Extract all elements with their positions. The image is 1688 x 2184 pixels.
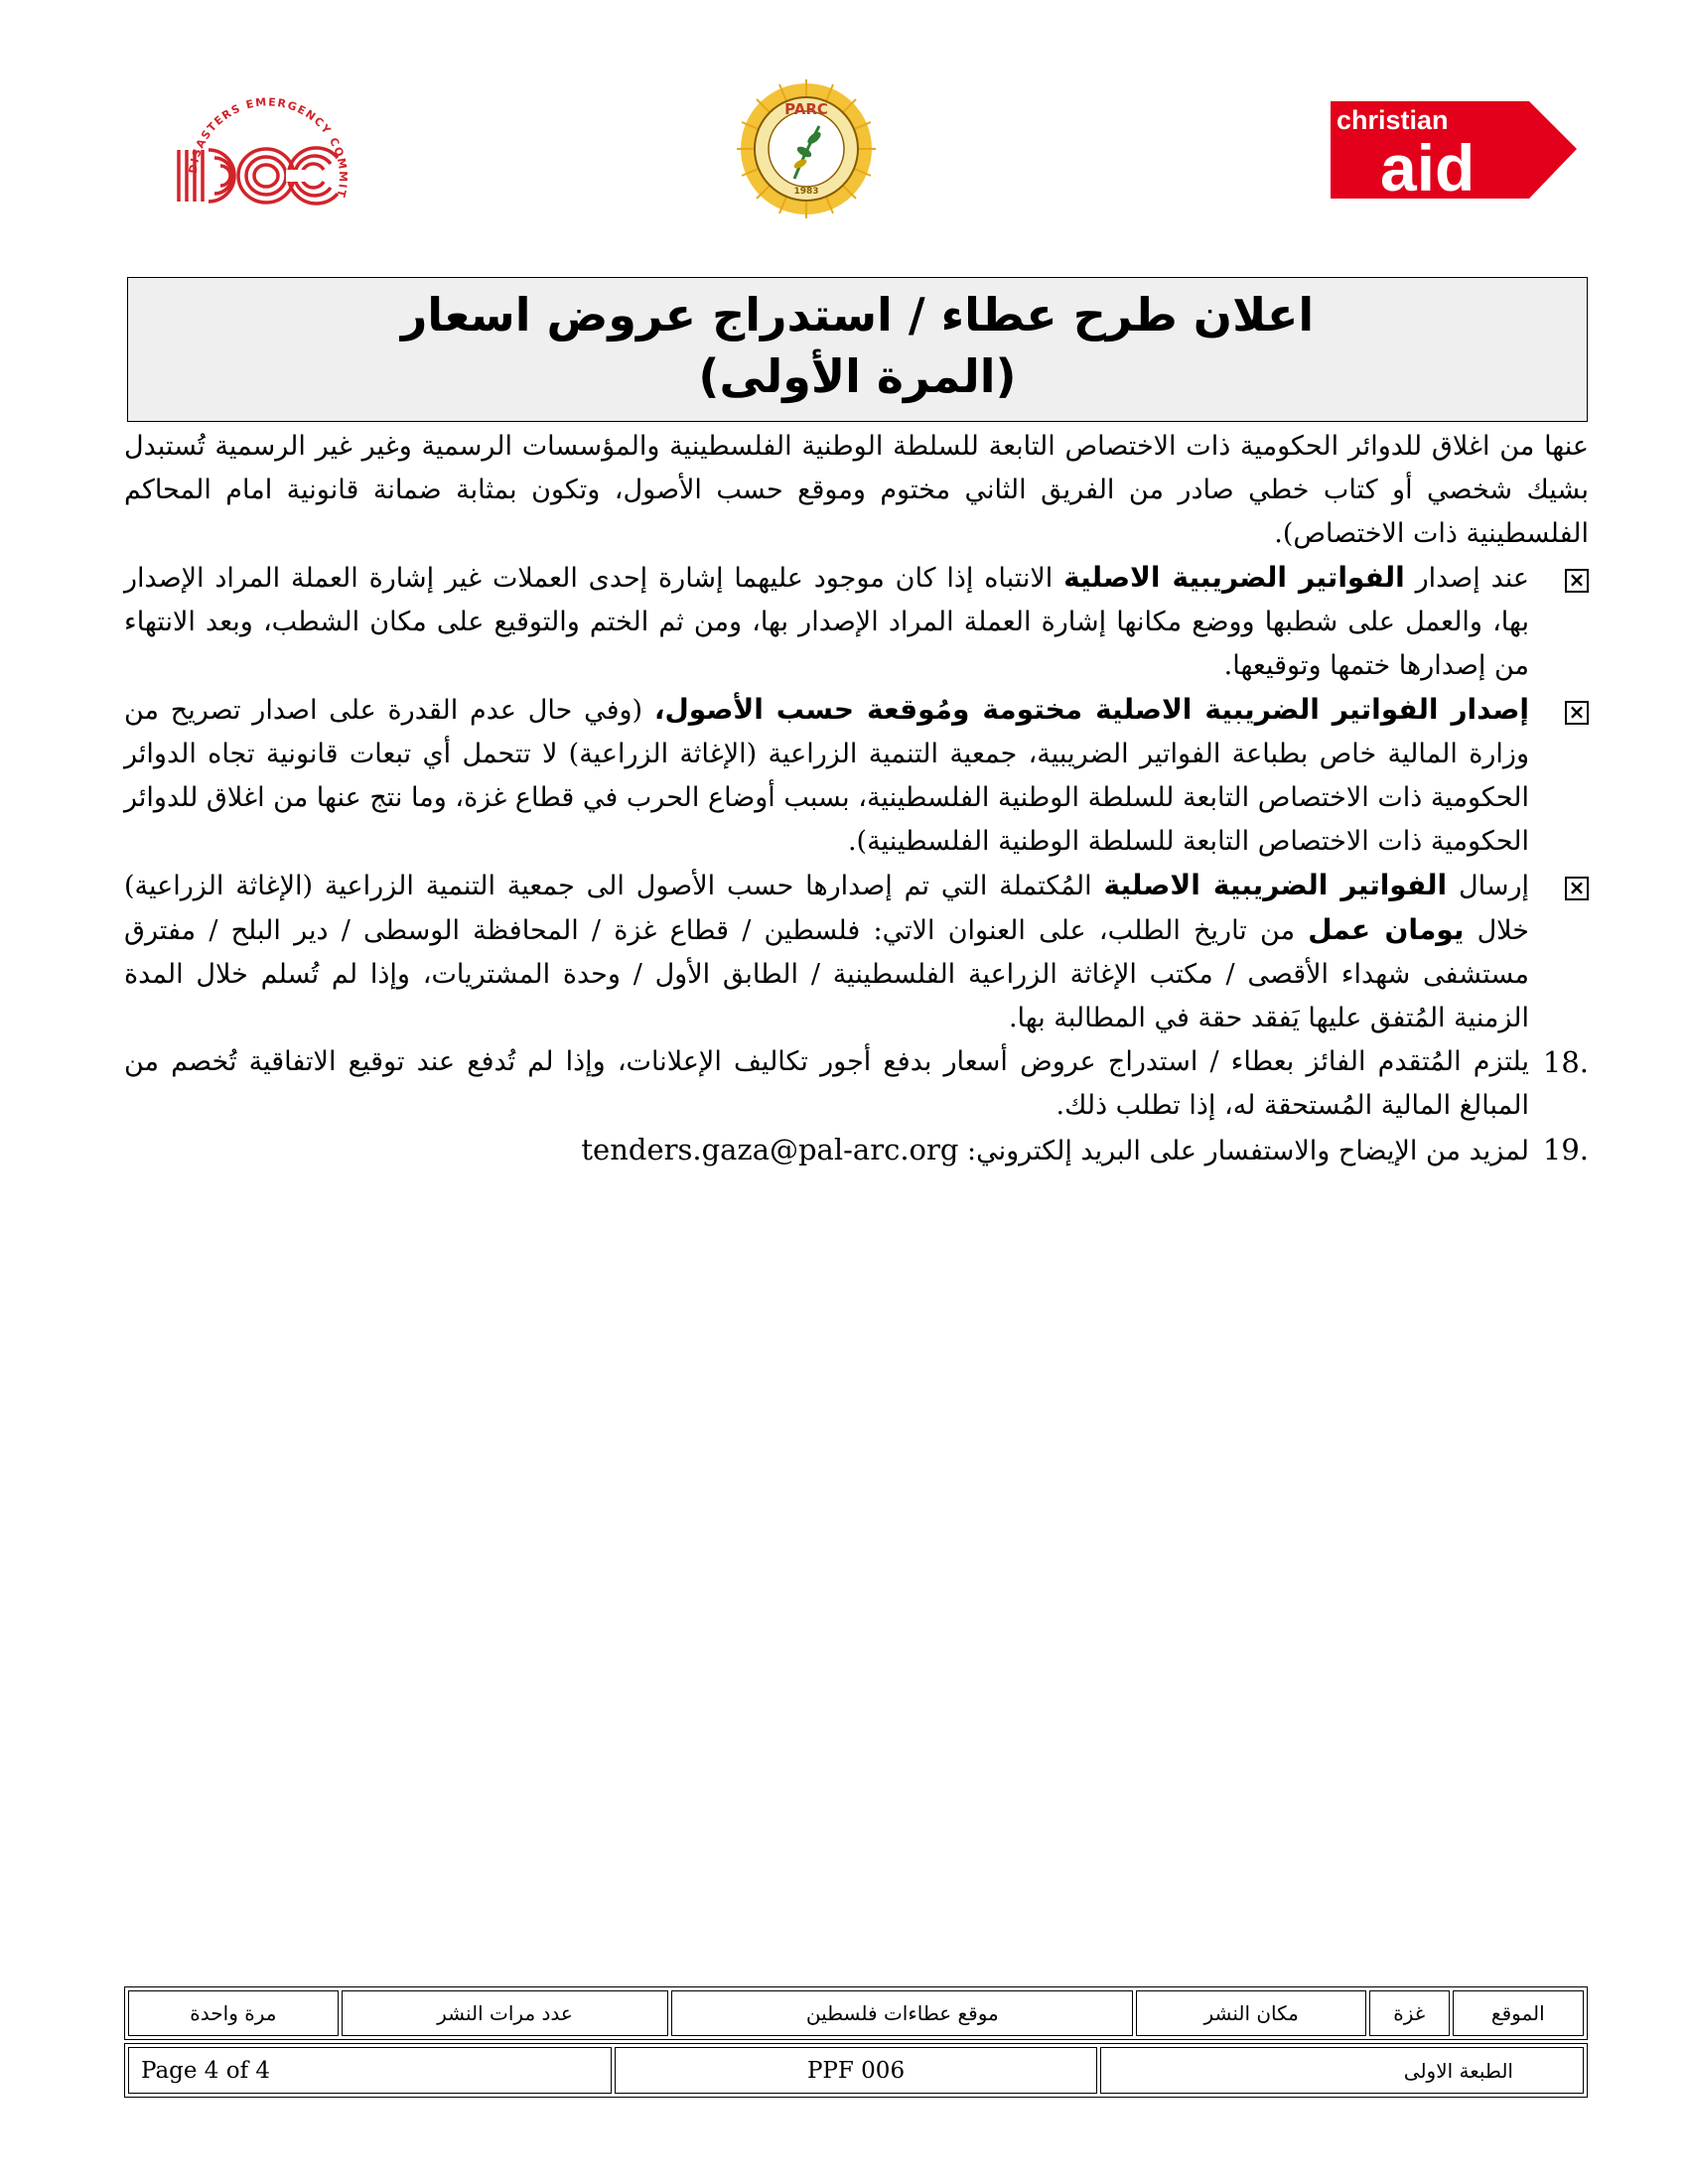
page-subtitle: (المرة الأولى): [698, 349, 1017, 403]
checked-box-icon: ×: [1565, 701, 1589, 725]
footer-label-publish-place: مكان النشر: [1136, 1990, 1365, 2036]
bullet-item-tax-invoice-currency: [124, 556, 1589, 688]
bullet2-text-bold: إصدار الفواتير الضريبية الاصلية مختومة ومُوقعة حسب الأصول،: [653, 693, 1529, 726]
parc-top-text: PARC: [784, 100, 828, 118]
checked-box-icon: ×: [1565, 569, 1589, 593]
footer-value-location: غزة: [1369, 1990, 1450, 2036]
parc-logo: [735, 74, 879, 223]
checked-box-icon: ×: [1565, 877, 1589, 900]
bullet1-text-post: الانتباه إذا كان موجود عليهما إشارة إحدى العملات غير إشارة العملة المراد الإصدار بها، والعمل على شطبها ووضع مكانها إشارة العملة المراد الإصدار بها، ومن ثم الختم والتوقيع على مكان الشطب، وبعد الانتهاء من إصدارها ختمها وتوقيعها.: [124, 563, 1529, 681]
bullet-item-issue-invoices: [124, 688, 1589, 864]
christian-aid-line2: aid: [1380, 131, 1476, 205]
bullet2-text-post: (وفي حال عدم القدرة على اصدار تصريح من وزارة المالية خاص بطباعة الفواتير الضريبية، جمعية التنمية الزراعية (الإغاثة الزراعية) لا تتحمل أي تبعات قانونية تجاه الدوائر الحكومية ذات الاختصاص التابعة للسلطة الوطنية الفلسطينية، بسبب أوضاع الحرب في قطاع غزة، وما نتج عنها من اغلاق للدوائر الحكومية ذات الاختصاص التابعة للسلطة الوطنية الفلسطينية).: [124, 695, 1529, 857]
footer-document-table: [124, 2043, 1588, 2098]
footer-form-code: PPF 006: [615, 2047, 1098, 2094]
footer-value-publish-count: مرة واحدة: [128, 1990, 339, 2036]
title-box: [127, 277, 1588, 422]
dec-logo: [169, 74, 362, 243]
christian-aid-logo: [1331, 99, 1579, 208]
bullet3-text-bold: الفواتير الضريبية الاصلية: [1103, 869, 1448, 901]
bullet1-text-bold: الفواتير الضريبية الاصلية: [1063, 561, 1405, 594]
bullet3-text-pre: إرسال: [1447, 871, 1529, 901]
continuation-paragraph: عنها من اغلاق للدوائر الحكومية ذات الاختصاص التابعة للسلطة الوطنية الفلسطينية والمؤسسات الرسمية وغير غير الرسمية تُستبدل بشيك شخصي أو كتاب خطي صادر من الفريق الثاني مختوم وموقع حسب الأصول، وتكون بمثابة ضمانة قانونية امام المحاكم الفلسطينية ذات الاختصاص).: [124, 431, 1589, 549]
item18-text: يلتزم المُتقدم الفائز بعطاء / استدراج عروض أسعار بدفع أجور تكاليف الإعلانات، وإذا لم تُدفع عند توقيع الاتفاقية تُخصم من المبالغ المالية المُستحقة له، إذا تطلب ذلك.: [124, 1046, 1529, 1121]
bullet3-text-post: من تاريخ الطلب، على العنوان الاتي: فلسطين / قطاع غزة / المحافظة الوسطى / دير البلح / مفترق مستشفى شهداء الأقصى / مكتب الإغاثة الزراعية الفلسطينية / الطابق الأول / وحدة المشتريات، وإذا لم تُسلم خلال المدة الزمنية المُتفق عليها يَفقد حقة في المطالبة بها.: [124, 915, 1529, 1033]
footer-label-location: الموقع: [1453, 1990, 1584, 2036]
item-number: 19.: [1542, 1133, 1589, 1166]
footer-publication-table: [124, 1986, 1588, 2040]
parc-year: 1983: [793, 187, 819, 197]
item19-text: لمزيد من الإيضاح والاستفسار على البريد إلكتروني:: [958, 1136, 1529, 1166]
document-body: [124, 425, 1589, 1173]
bullet3-text-bold2: يومان عمل: [1308, 913, 1465, 946]
footer-edition: الطبعة الاولى: [1100, 2047, 1584, 2094]
item-number: 18.: [1542, 1045, 1589, 1079]
christian-aid-line1: christian: [1336, 105, 1449, 135]
footer-page-number: Page 4 of 4: [128, 2047, 612, 2094]
contact-email-link[interactable]: tenders.gaza@pal-arc.org: [581, 1133, 959, 1166]
footer-value-publish-place: موقع عطاءات فلسطين: [671, 1990, 1133, 2036]
dec-ring-text: DISASTERS EMERGENCY COMMIT: [186, 95, 350, 201]
list-item-19: [124, 1128, 1589, 1173]
bullet1-text-pre: عند إصدار: [1404, 563, 1529, 594]
list-item-18: [124, 1040, 1589, 1128]
footer-label-publish-count: عدد مرات النشر: [342, 1990, 669, 2036]
page-title: اعلان طرح عطاء / استدراج عروض اسعار: [400, 288, 1315, 341]
bullet-item-send-invoices: [124, 864, 1589, 1040]
bullet3-text-mid: المُكتملة التي تم إصدارها حسب الأصول الى جمعية التنمية الزراعية (الإغاثة الزراعية) خلال: [124, 871, 1529, 946]
